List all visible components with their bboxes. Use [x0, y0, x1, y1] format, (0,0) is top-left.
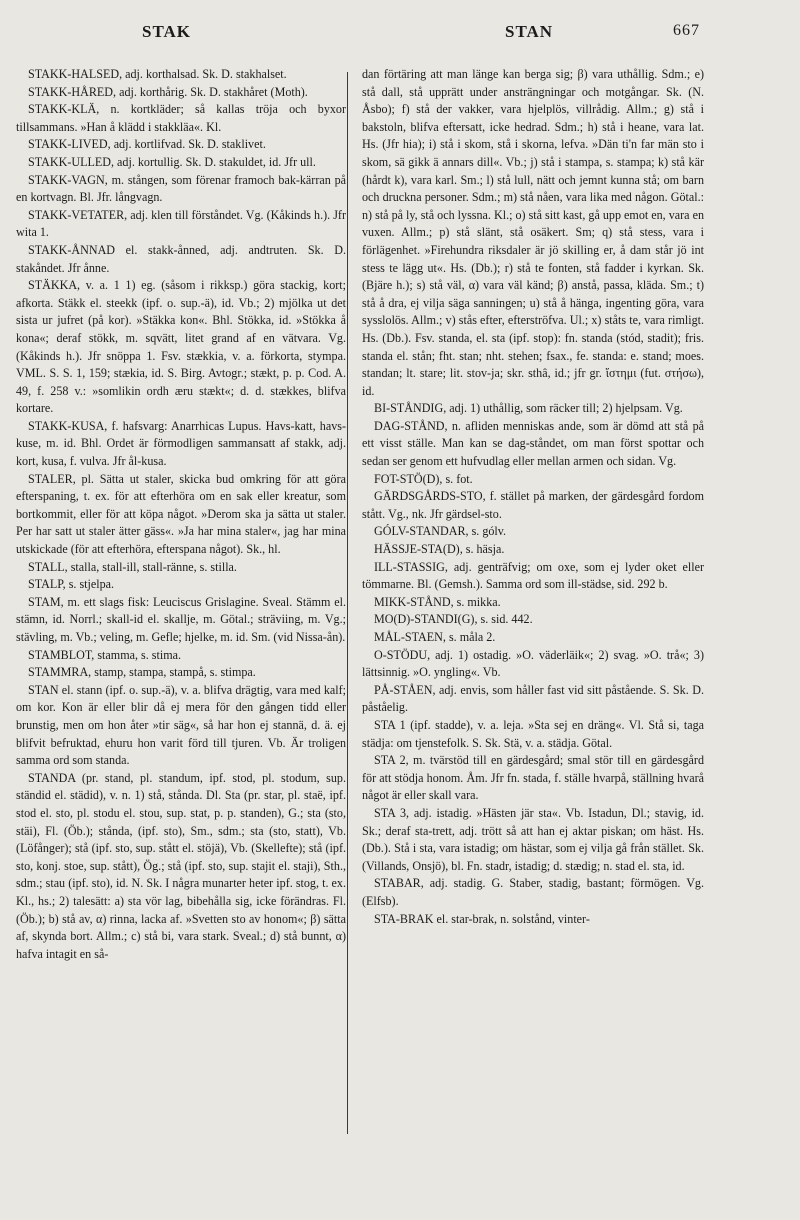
entry: STALER, pl. Sätta ut staler, skicka bud omkring för att göra efterspaning, t. ex. för att efterhöra om en sak eller kreatur, som bortkommit, eller för att köpa något. »Derom ska ja sätta ut staler. Per har satt ut staler ätter gäss«. »Ja har mina staler«, jag har mina utskickade (för att efterhöra, efterspana något). Sk., hl.: [16, 471, 346, 557]
entry: STA 3, adj. istadig. »Hästen jär sta«. Vb. Istadun, Dl.; stavig, id. Sk.; deraf sta-trett, adj. trött så att han ej aktar piskan; om häst. Hs. (Db.). Stå i sta, vara istadig; om hästar, som ej vilja gå från stället. Sk. (Villands, Onsjö), bl. Fn. stadr, istadig; d. stædig; n. stad el. sta, id.: [362, 805, 704, 873]
entry: STAN el. stann (ipf. o. sup.-ä), v. a. blifva drägtig, vara med kalf; om kor. Kon är eller blir då ej mera för den gången tidd eller brunstig, men om hon åter »tir säg«, så har hon ej stannä, d. ä. ej blifvit befruktad, ehuru hon varit förd till tjuren. Vb. Är troligen samma ord som standa.: [16, 682, 346, 768]
entry: STÄKKA, v. a. 1 1) eg. (såsom i rikksp.) göra stackig, kort; afkorta. Stäkk el. steekk (ipf. o. sup.-ä), id. Vb.; 2) mjölka ut det sista ur jufret (på kor). »Stäkka kon«. Bhl. Stökka, id. »Stökka å kona«; deraf stökk, m. sqvätt, litet grand af en vätvara. Vg. (Kåkinds h.). Jfr snöppa 1. Fsv. stækkia, v. a. förkorta, stympa. VML. S. S. 1, 159; stækia, id. S. Birg. Avtogr.; stækt, p. p. Cod. A. 49, f. 258 v.: »somlikin ordh æru stækt«; d. d. stækkes, blifva kortare.: [16, 278, 346, 416]
left-column: [16, 66, 346, 963]
page-number: 667: [673, 22, 700, 39]
entry: STALL, stalla, stall-ill, stall-ränne, s. stilla.: [28, 559, 237, 574]
entry: STAMBLOT, stamma, s. stima.: [28, 647, 181, 662]
entry: BI-STÅNDIG, adj. 1) uthållig, som räcker till; 2) hjelpsam. Vg.: [374, 401, 683, 416]
entry: HÄSSJE-STA(D), s. häsja.: [374, 542, 505, 557]
entry: STAKK-KUSA, f. hafsvarg: Anarrhicas Lupus. Havs-katt, havs-kuse, m. id. Bhl. Ordet är förmodligen sammansatt af stakk, adj. kort, kusa, f. vulva. Jfr ål-kusa.: [16, 418, 346, 469]
entry: O-STÖDU, adj. 1) ostadig. »O. väderläik«; 2) svag. »O. trå«; 3) lättsinnig. »O. yngling«. Vb.: [362, 647, 704, 680]
entry: STA-BRAK el. star-brak, n. solstånd, vinter-: [374, 911, 590, 926]
entry: STAKK-LIVED, adj. kortlifvad. Sk. D. staklivet.: [28, 137, 266, 152]
entry: STANDA (pr. stand, pl. standum, ipf. stod, pl. stodum, sup. ständid el. städid), v. n. 1) stå, stånda. Dl. Sta (pr. star, pl. staë, ipf. stod el. sto, pl. stodu el. stou, sup. stat, p. p. standen), G.; sta (sto, stäi), Fl. (Öb.); stånda, (ipf. sto), Sm., sdm.; sta (sto, statt), Vb. (Löfånger); stå (ipf. sto, sup. stått el. stöjä), Vb. (Skellefte); stå (ipf. sto, konj. stoe, sup. stått), Ög.; stå (ipf. sto, sup. stajit el. staji), Sth., sdm.; stau (ipf. sto), id. N. Sk. I några munarter heter ipf. stog, t. ex. Kl., hs.; 2) talesätt: a) sta vör lag, bibehålla sig, icke förändras. Fl. (Öb.); b) stå av, α) rinna, lacka af. »Svetten sto av honom«; β) sätta af, skynda bort. Allm.; c) stå bi, vara stark. Sveal.; d) stå bunnt, α) hafva intagit en så-: [16, 770, 346, 961]
right-column: [362, 66, 704, 928]
entry: STA 2, m. tvärstöd till en gärdesgård; smal stör till en gärdesgård för att stödja honom. Åm. Jfr fn. stada, f. ställe hvarpå, ställning hvarå något är eller skall vara.: [362, 753, 704, 803]
entry: STALP, s. stjelpa.: [28, 577, 115, 592]
entry-continuation: dan förtäring att man länge kan berga sig; β) vara uthållig. Sdm.; e) stå dall, stå upprätt under ansträngningar och motgångar. Sk. (N. Åsbo); f) stå der vakker, vara hjelplös, villrådig. Allm.; g) stå i bakstoln, blifva eftersatt, icke hedrad. Sdm.; h) stå i heane, vara lat. Hs. (Jfr hia); i) stå i skom, stå i skorna, lefva. »Dän ti'n far män sto i skom, sä gikk ä annars dill«. Vb.; j) stå i stampa, s. stampa; k) stå kär (hårdt k), vara karl. Sm.; l) stå lull, nätt och jemnt kunna stå; om barn och druckna personer. Sdm.; m) stå nåen, vara lika med någon. Götal.: n) stå på ly, stå och lyssna. Kl.; o) stå sitt kast, gå upp emot en, vara en vuxen. Allm.; p) stå slänt, stå osäkert. Sm; q) stå stess, vara i förlägenhet. »Firehundra riksdaler är jö skilling er, å dam står jö int stess te lägg ut«. Hs. (Db.); r) stå te fonten, stå fadder i kyrkan. Sk. (Bjäre h.); s) stå väl, α) vara väl känd; β) anstå, passa, kläda. Sm.; t) stå å dra, ej vilja säga sanningen; u) stå å hänga, ingenting göra, vara sysslolös. Allm.; v) stås efter, efterströfva. Ul.; x) ståts te, vara rimligt. Hs. (Db.). Fsv. standa, el. sta (ipf. stop): fn. standa (stód, stadit); fris. standa el. stån; fht. stan; nht. stehen; fsax., fe. standa: e. stand; moes. standan; lt. stare; lit. stov-ja; skr. sthâ, id.; jfr gr. ἵστημι (fut. στήσω), id.: [362, 67, 704, 398]
entry: ILL-STASSIG, adj. genträfvig; om oxe, som ej lyder oket eller tömmarne. Bl. (Gemsh.). Samma ord som ill-städse, sid. 292 b.: [362, 559, 704, 592]
entry: PÅ-STÅEN, adj. envis, som håller fast vid sitt påstående. S. Sk. D. påståelig.: [362, 682, 704, 715]
entry: FOT-STÖ(D), s. fot.: [374, 471, 473, 486]
running-head-center: STAN: [505, 22, 554, 41]
entry: STA 1 (ipf. stadde), v. a. leja. »Sta sej en dräng«. Vl. Stå si, taga städja: om tjenstefolk. S. Sk. Stä, v. a. städja. Götal.: [362, 717, 704, 750]
column-divider: [347, 72, 348, 1134]
entry: GÓLV-STANDAR, s. gólv.: [374, 524, 507, 539]
entry: STAKK-ÅNNAD el. stakk-ånned, adj. andtruten. Sk. D. stakåndet. Jfr ånne.: [16, 242, 346, 275]
entry: STAKK-VETATER, adj. klen till förståndet. Vg. (Kåkinds h.). Jfr wita 1.: [16, 207, 346, 240]
entry: STABAR, adj. stadig. G. Staber, stadig, bastant; förmögen. Vg. (Elfsb).: [362, 876, 704, 908]
entry: GÄRDSGÅRDS-STO, f. stället på marken, der gärdesgård fordom stått. Vg., nk. Jfr gärdsel-sto.: [362, 489, 704, 521]
entry: DAG-STÅND, n. afliden menniskas ande, som är dömd att stå på ett visst ställe. Man kan se dag-ståndet, om man först spottar och sedan ser genom ett hufvudlag eller mellan armen och sidan. Vg.: [362, 418, 704, 469]
entry: STAMMRA, stamp, stampa, stampå, s. stimpa.: [28, 665, 256, 680]
entry: MÅL-STAEN, s. måla 2.: [374, 630, 496, 644]
entry: STAKK-KLÄ, n. kortkläder; så kallas tröja och byxor tillsammans. »Han å klädd i stakkläa«. Kl.: [16, 102, 346, 134]
entry: STAKK-ULLED, adj. kortullig. Sk. D. stakuldet, id. Jfr ull.: [28, 154, 316, 169]
entry: MO(D)-STANDI(G), s. sid. 442.: [374, 612, 533, 627]
running-head-left: STAK: [142, 22, 192, 41]
entry: STAM, m. ett slags fisk: Leuciscus Grislagine. Sveal. Stämm el. stämn, id. Norrl.; skall-id el. skallje, m. Götal.; sträviing, m. Vg.; stävling, m. Vb.; veling, m. Gefle; hjelke, m. id. Sm. (vid Nissa-ån).: [16, 594, 346, 644]
entry: STAKK-HÅRED, adj. korthårig. Sk. D. stakhåret (Moth).: [28, 84, 308, 99]
entry: STAKK-VAGN, m. stången, som förenar framoch bak-kärran på en kortvagn. Bl. Jfr. långvagn.: [16, 172, 346, 205]
entry: MIKK-STÅND, s. mikka.: [374, 594, 501, 609]
entry: STAKK-HALSED, adj. korthalsad. Sk. D. stakhalset.: [28, 67, 287, 81]
